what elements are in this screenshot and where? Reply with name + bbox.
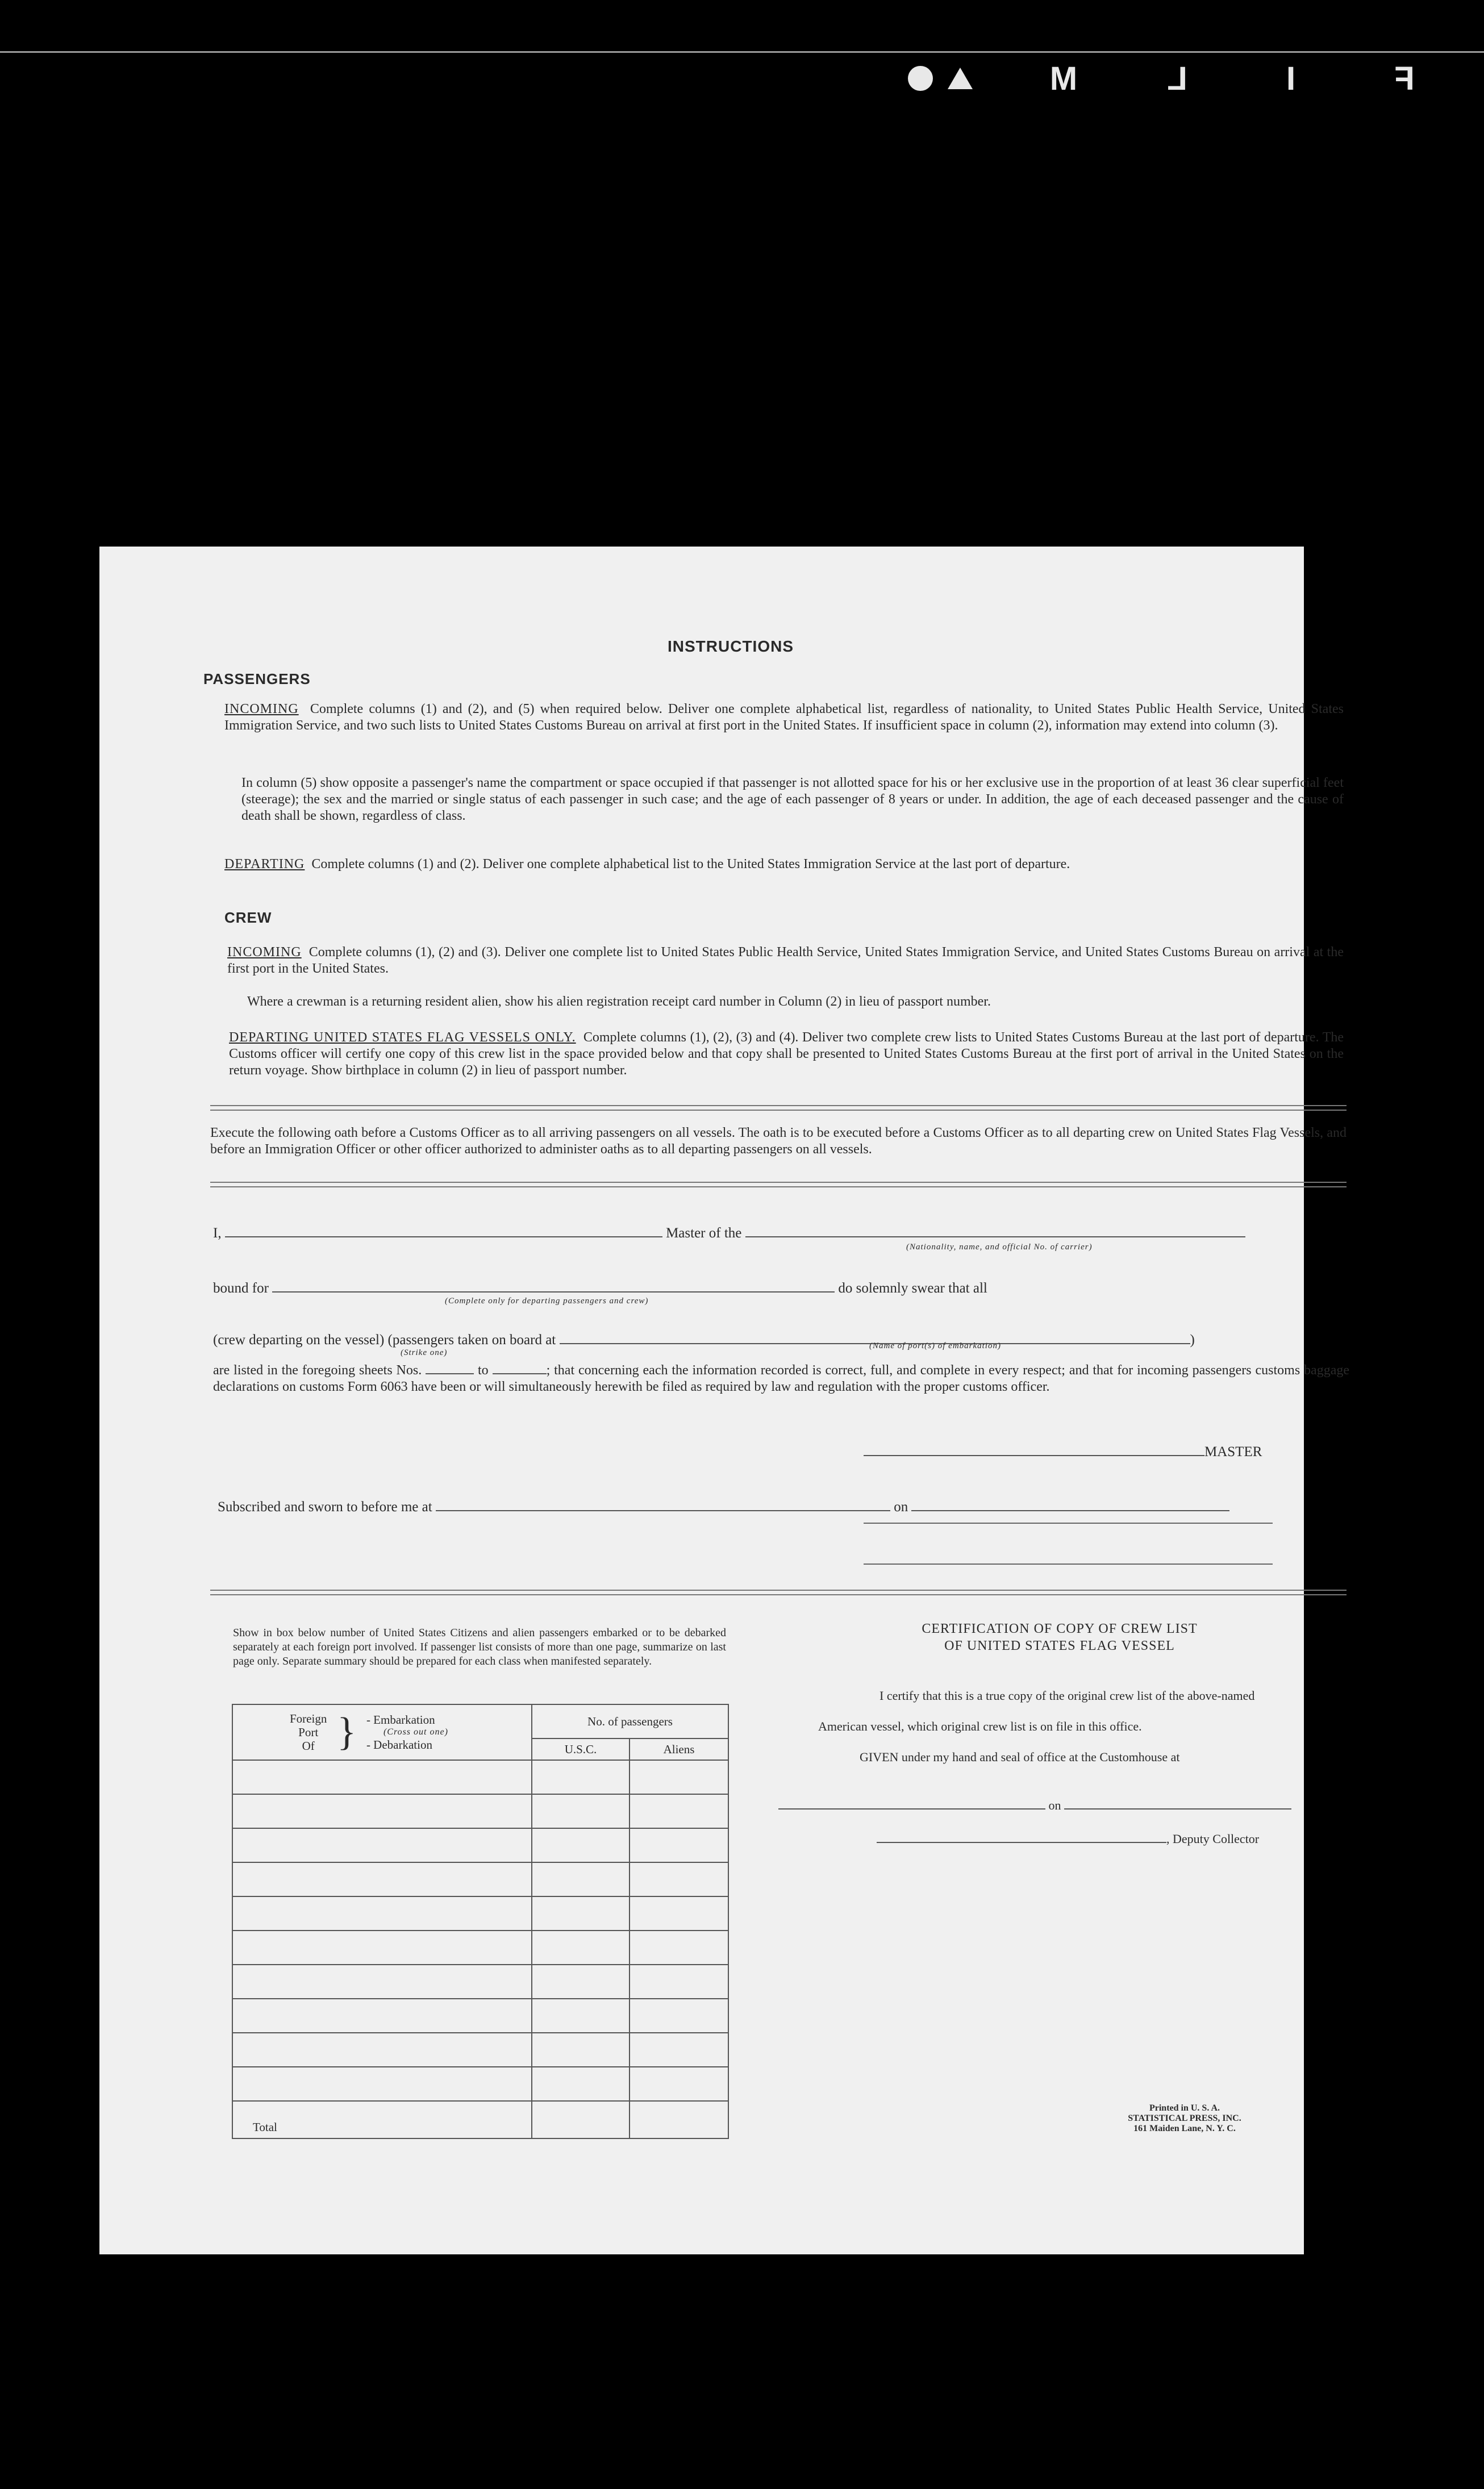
total-aliens-cell[interactable] xyxy=(630,2101,728,2138)
table-row[interactable] xyxy=(232,2033,728,2067)
printer-line-1: Printed in U. S. A. xyxy=(1149,2103,1220,2113)
crew-heading: CREW xyxy=(224,909,272,926)
port-cell[interactable] xyxy=(232,1931,532,1965)
certification-date-line xyxy=(778,1798,1291,1813)
aliens-header: Aliens xyxy=(630,1738,728,1760)
certification-title xyxy=(810,1620,1310,1654)
usc-cell[interactable] xyxy=(532,1965,630,1999)
aliens-cell[interactable] xyxy=(630,1862,728,1896)
passengers-departing-text: Complete columns (1) and (2). Deliver one complete alphabetical list to the United States Immigration Service at the last port of departure. xyxy=(311,857,1070,872)
usc-cell[interactable] xyxy=(532,1896,630,1931)
aliens-cell[interactable] xyxy=(630,1965,728,1999)
table-row[interactable] xyxy=(232,2067,728,2101)
carrier-field[interactable] xyxy=(745,1236,1245,1237)
usc-cell[interactable] xyxy=(532,1794,630,1828)
listed-text: ; that concerning each the information recorded is correct, full, and complete in every respect; and that for incoming passengers customs baggage declarations on customs Form 6063 have been or will simultaneously herewith be filed as required by law and regulation with the proper customs officer. xyxy=(213,1363,1350,1394)
passengers-column5: In column (5) show opposite a passenger's name the compartment or space occupied if that passenger is not allotted space for his or her exclusive use in the proportion of at least 36 clear superficial feet (steerage); the sex and the married or single status of each passenger in such case; and the age of each passenger of 8 years or under. In addition, the age of each deceased passenger and the cause of death shall be shown, regardless of class. xyxy=(241,776,1344,823)
table-row[interactable] xyxy=(232,1828,728,1862)
certification-title-1: CERTIFICATION OF COPY OF CREW LIST xyxy=(922,1621,1198,1636)
subscribed-label: Subscribed and sworn to before me at xyxy=(218,1499,432,1515)
form-page xyxy=(99,547,1350,2254)
crew-line-label: (crew departing on the vessel) (passengers taken on board at xyxy=(213,1332,556,1348)
port-cell[interactable] xyxy=(232,1999,532,2033)
port-cell[interactable] xyxy=(232,1794,532,1828)
oath-intro: Execute the following oath before a Customs Officer as to all arriving passengers on all vessels. The oath is to be executed before a Customs Officer as to all departing crew on United States Flag Vessels, and before an Immigration Officer or other officer authorized to administer oaths as to all departing passengers on all vessels. xyxy=(210,1125,1347,1157)
deputy-signature-field[interactable] xyxy=(877,1842,1166,1843)
usc-cell[interactable] xyxy=(532,1828,630,1862)
ports-caption: (Name of port(s) of embarkation) xyxy=(869,1341,1001,1350)
foreign-port-of xyxy=(290,1712,327,1753)
usc-cell[interactable] xyxy=(532,1862,630,1896)
brace-icon: } xyxy=(337,1710,356,1754)
officer-signature-line-1[interactable] xyxy=(864,1523,1273,1524)
crew-incoming xyxy=(227,944,1344,977)
aliens-cell[interactable] xyxy=(630,1999,728,2033)
subscribed-date-field[interactable] xyxy=(911,1510,1229,1511)
deputy-collector-label: , Deputy Collector xyxy=(1166,1832,1260,1846)
film-shapes xyxy=(908,66,973,91)
cross-out-label: (Cross out one) xyxy=(383,1727,448,1737)
master-name-field[interactable] xyxy=(225,1236,662,1237)
of-label: Of xyxy=(302,1739,315,1753)
film-border-line xyxy=(0,51,1484,53)
crew-incoming-lead: INCOMING xyxy=(227,945,302,960)
total-row[interactable] xyxy=(232,2101,728,2138)
crew-resident: Where a crewman is a returning resident alien, show his alien registration receipt card number in Column (2) in lieu of passport number. xyxy=(247,994,991,1009)
certification-body xyxy=(818,1688,1381,1765)
port-cell[interactable] xyxy=(232,1828,532,1862)
usc-cell[interactable] xyxy=(532,2033,630,2067)
subscribed-line xyxy=(218,1499,1354,1515)
table-row[interactable] xyxy=(232,1965,728,1999)
printer-line-3: 161 Maiden Lane, N. Y. C. xyxy=(1133,2124,1236,2133)
passengers-incoming-lead: INCOMING xyxy=(224,702,299,716)
master-label: MASTER xyxy=(1204,1444,1262,1460)
ports-box-intro: Show in box below number of United States Citizens and alien passengers embarked or to be debarked separately at each foreign port involved. If passenger list consists of more than one page, summarize on last page only. Separate summary should be prepared for each class when manifested separately. xyxy=(233,1627,726,1667)
certification-line-1: I certify that this is a true copy of the original crew list of the above-named xyxy=(879,1688,1255,1703)
usc-cell[interactable] xyxy=(532,1999,630,2033)
master-signature-field[interactable] xyxy=(864,1455,1204,1456)
usc-cell[interactable] xyxy=(532,1931,630,1965)
usc-cell[interactable] xyxy=(532,2067,630,2101)
crew-incoming-text: Complete columns (1), (2) and (3). Deliver one complete list to United States Public Health Service, United States Immigration Service, and United States Customs Bureau on arrival at the first port in the United States. xyxy=(227,945,1344,976)
listed-to-label: to xyxy=(478,1363,489,1378)
section-divider xyxy=(210,1105,1347,1111)
usc-header: U.S.C. xyxy=(532,1738,630,1760)
film-marks xyxy=(908,61,1461,95)
master-of-the-label: Master of the xyxy=(666,1225,742,1241)
oath-master-line xyxy=(213,1225,1349,1241)
certification-date-field[interactable] xyxy=(1064,1808,1291,1810)
passengers-departing-lead: DEPARTING xyxy=(224,857,305,872)
oath-crew-line xyxy=(213,1332,1349,1348)
sheet-to-field[interactable] xyxy=(493,1373,547,1374)
master-signature-line xyxy=(864,1444,1262,1460)
passengers-departing xyxy=(224,856,1344,873)
sheet-from-field[interactable] xyxy=(426,1373,474,1374)
aliens-cell[interactable] xyxy=(630,1828,728,1862)
oath-i-label: I, xyxy=(213,1225,222,1241)
foreign-label: Foreign xyxy=(290,1712,327,1725)
table-row[interactable] xyxy=(232,1794,728,1828)
officer-signature-line-2[interactable] xyxy=(864,1564,1273,1565)
film-mark-m: M xyxy=(1049,60,1078,97)
ports-header-cell xyxy=(232,1704,532,1760)
embarkation-label: - Embarkation xyxy=(366,1713,435,1727)
certification-line-2: American vessel, which original crew list is on file in this office. xyxy=(818,1719,1142,1733)
no-of-passengers-header: No. of passengers xyxy=(532,1704,728,1738)
nationality-caption: (Nationality, name, and official No. of carrier) xyxy=(906,1243,1093,1252)
aliens-cell[interactable] xyxy=(630,1896,728,1931)
total-label: Total xyxy=(232,2101,532,2138)
page-title: INSTRUCTIONS xyxy=(668,637,794,655)
oath-bound-line xyxy=(213,1281,1349,1296)
port-cell[interactable] xyxy=(232,1965,532,1999)
table-row[interactable] xyxy=(232,1999,728,2033)
oath-listed xyxy=(213,1362,1349,1395)
usc-cell[interactable] xyxy=(532,1760,630,1794)
aliens-cell[interactable] xyxy=(630,2067,728,2101)
passengers-heading: PASSENGERS xyxy=(203,670,311,687)
debarkation-label: - Debarkation xyxy=(366,1738,432,1752)
crew-departing xyxy=(229,1029,1344,1079)
listed-label: are listed in the foregoing sheets Nos. xyxy=(213,1363,422,1378)
deputy-collector-line xyxy=(877,1832,1259,1846)
passengers-incoming xyxy=(224,701,1344,734)
crew-departing-text: Complete columns (1), (2), (3) and (4). Deliver two complete crew lists to United States Customs Bureau at the last port of departure. The Customs officer will certify one copy of this crew list in the space provided below and that copy shall be presented to United States Customs Bureau at the first port of arrival in the United States on the return voyage. Show birthplace in column (2) in lieu of passport number. xyxy=(229,1030,1344,1078)
table-row[interactable] xyxy=(232,1896,728,1931)
port-label: Port xyxy=(298,1725,319,1739)
swear-label: do solemnly swear that all xyxy=(838,1281,987,1296)
port-cell[interactable] xyxy=(232,1862,532,1896)
ports-table xyxy=(232,1704,729,2139)
circle-icon xyxy=(908,66,933,91)
table-row[interactable] xyxy=(232,1760,728,1794)
close-paren: ) xyxy=(1190,1332,1195,1348)
certification-line-3: GIVEN under my hand and seal of office at the Customhouse at xyxy=(860,1750,1180,1764)
printer-line-2: STATISTICAL PRESS, INC. xyxy=(1128,2113,1241,2123)
customhouse-field[interactable] xyxy=(778,1808,1045,1810)
port-cell[interactable] xyxy=(232,2067,532,2101)
table-row[interactable] xyxy=(232,1931,728,1965)
bound-for-label: bound for xyxy=(213,1281,269,1296)
aliens-cell[interactable] xyxy=(630,2033,728,2067)
film-mark-l: L xyxy=(1167,60,1187,97)
departing-caption: (Complete only for departing passengers and crew) xyxy=(445,1296,649,1306)
port-cell[interactable] xyxy=(232,1896,532,1931)
aliens-cell[interactable] xyxy=(630,1794,728,1828)
total-usc-cell[interactable] xyxy=(532,2101,630,2138)
crew-departing-lead: DEPARTING UNITED STATES FLAG VESSELS ONLY. xyxy=(229,1030,576,1045)
bound-for-field[interactable] xyxy=(272,1291,835,1293)
certification-title-2: OF UNITED STATES FLAG VESSEL xyxy=(944,1639,1175,1653)
film-mark-i: I xyxy=(1286,60,1296,97)
aliens-cell[interactable] xyxy=(630,1760,728,1794)
lower-divider xyxy=(210,1590,1347,1595)
aliens-cell[interactable] xyxy=(630,1931,728,1965)
film-mark-f: F xyxy=(1394,60,1415,97)
strike-caption: (Strike one) xyxy=(401,1348,448,1357)
triangle-icon xyxy=(948,68,973,89)
printer-imprint xyxy=(1094,2103,1275,2134)
oath-divider xyxy=(210,1182,1347,1187)
passengers-incoming-text: Complete columns (1) and (2), and (5) when required below. Deliver one complete alphabetical list, regardless of nationality, to United States Public Health Service, United States Immigration Service, and two such lists to United States Customs Bureau on arrival at first port in the United States. If insufficient space in column (2), information may extend into column (3). xyxy=(224,702,1344,733)
subscribed-place-field[interactable] xyxy=(436,1510,890,1511)
subscribed-on-label: on xyxy=(894,1499,908,1515)
embark-debark xyxy=(366,1713,448,1751)
port-cell[interactable] xyxy=(232,1760,532,1794)
certification-on-label: on xyxy=(1048,1798,1061,1812)
port-cell[interactable] xyxy=(232,2033,532,2067)
table-row[interactable] xyxy=(232,1862,728,1896)
